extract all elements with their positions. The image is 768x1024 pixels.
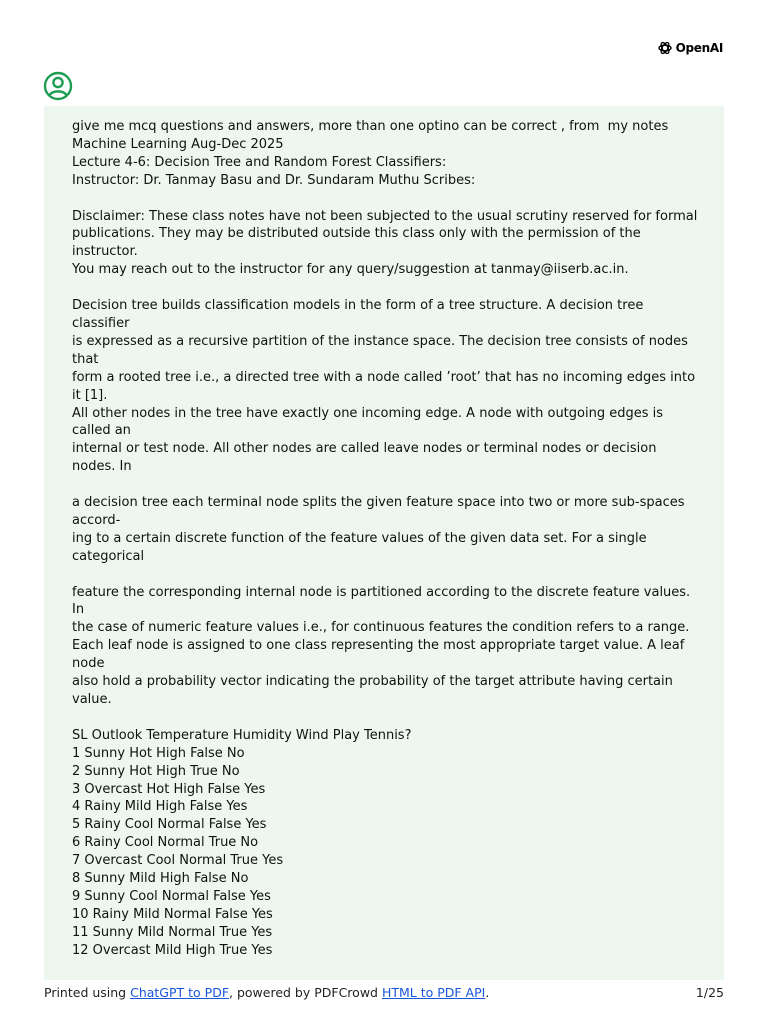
message-line: Decision tree builds classification models in the form of a tree structure. A decision tree [72, 298, 644, 314]
message-line: it [1]. [72, 387, 108, 403]
footer-credit [44, 985, 489, 1000]
message-line: Each leaf node is assigned to one class representing the most appropriate target value. A leaf [72, 638, 685, 654]
footer-powered-by: , powered by PDFCrowd [229, 985, 382, 1000]
brand-name: OpenAI [675, 41, 723, 55]
page-footer [44, 985, 724, 1000]
page-number: 1/25 [695, 985, 724, 1000]
message-line: In [72, 602, 85, 618]
footer-period: . [485, 985, 490, 1000]
message-line: give me mcq questions and answers, more than one optino can be correct , from my notes [72, 119, 669, 134]
message-line: 12 Overcast Mild High True Yes [72, 942, 273, 958]
message-line: 8 Sunny Mild High False No [72, 871, 249, 887]
message-line: Lecture 4-6: Decision Tree and Random Forest Classifiers: [72, 154, 447, 170]
message-line: Instructor: Dr. Tanmay Basu and Dr. Sundaram Muthu Scribes: [72, 172, 476, 188]
user-avatar-icon [43, 71, 73, 101]
message-line: the case of numeric feature values i.e., for continuous features the condition refers to a range. [72, 620, 690, 636]
message-line: a decision tree each terminal node splits the given feature space into two or more sub-spaces [72, 495, 685, 511]
message-line: 2 Sunny Hot High True No [72, 763, 240, 779]
openai-logo-icon [657, 40, 673, 56]
message-line: accord- [72, 512, 121, 528]
message-line: publications. They may be distributed outside this class only with the permission of the [72, 226, 641, 242]
chatgpt-to-pdf-link[interactable]: ChatGPT to PDF [130, 985, 230, 1000]
message-line: that [72, 351, 99, 367]
message-line: value. [72, 692, 112, 707]
message-line: 4 Rainy Mild High False Yes [72, 799, 248, 815]
message-line: Disclaimer: These class notes have not been subjected to the usual scrutiny reserved for formal [72, 208, 698, 224]
message-line: All other nodes in the tree have exactly one incoming edge. A node with outgoing edges is [72, 405, 664, 421]
message-line: ing to a certain discrete function of the feature values of the given data set. For a single [72, 530, 647, 546]
message-line: SL Outlook Temperature Humidity Wind Play Tennis? [72, 727, 412, 743]
message-line: 5 Rainy Cool Normal False Yes [72, 817, 267, 833]
message-line: form a rooted tree i.e., a directed tree with a node called ’root’ that has no incoming edges into [72, 369, 696, 385]
message-line: You may reach out to the instructor for any query/suggestion at tanmay@iiserb.ac.in. [72, 262, 629, 278]
user-message-text [72, 118, 700, 960]
message-line: 3 Overcast Hot High False Yes [72, 781, 266, 797]
message-line: Machine Learning Aug-Dec 2025 [72, 136, 284, 152]
openai-brand [657, 40, 723, 56]
message-line: also hold a probability vector indicating the probability of the target attribute having certain [72, 674, 673, 690]
message-line: categorical [72, 548, 145, 564]
message-line: internal or test node. All other nodes are called leave nodes or terminal nodes or decision [72, 441, 657, 457]
message-line: 7 Overcast Cool Normal True Yes [72, 853, 284, 869]
message-line: called an [72, 423, 131, 439]
footer-printed-using: Printed using [44, 985, 131, 1000]
message-line: 10 Rainy Mild Normal False Yes [72, 906, 273, 922]
message-line: node [72, 656, 105, 672]
message-line: nodes. In [72, 459, 132, 475]
html-to-pdf-api-link[interactable]: HTML to PDF API [381, 985, 486, 1000]
user-message-bubble [44, 106, 724, 980]
message-line: 9 Sunny Cool Normal False Yes [72, 888, 271, 904]
message-line: feature the corresponding internal node is partitioned according to the discrete feature values. [72, 584, 691, 600]
message-line: is expressed as a recursive partition of the instance space. The decision tree consists of nodes [72, 333, 688, 349]
message-line: classifier [72, 315, 130, 331]
message-line: 6 Rainy Cool Normal True No [72, 835, 259, 851]
message-line: instructor. [72, 244, 138, 260]
message-line: 11 Sunny Mild Normal True Yes [72, 924, 273, 940]
message-line: 1 Sunny Hot High False No [72, 745, 245, 761]
